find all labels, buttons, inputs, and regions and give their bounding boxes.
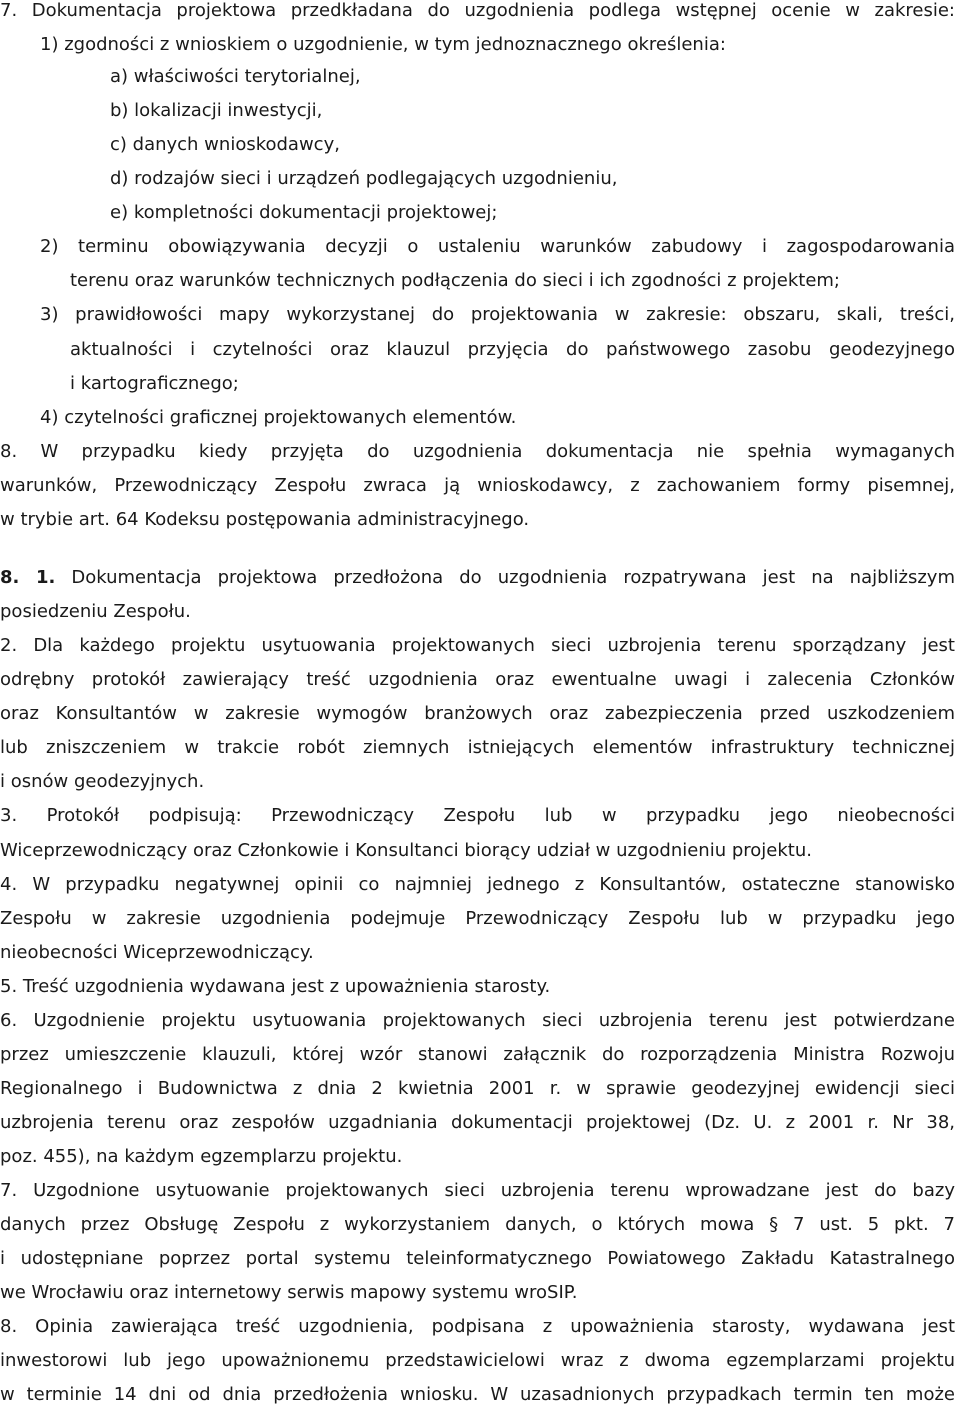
text-line: 8. W przypadku kiedy przyjęta do uzgodnienia dokumentacja nie spełnia wymaganych: [0, 441, 955, 462]
text-line: a) właściwości terytorialnej,: [110, 66, 361, 87]
text-line: Zespołu w zakresie uzgodnienia podejmuje Przewodniczący Zespołu lub w przypadku jego: [0, 908, 955, 929]
text-line: oraz Konsultantów w zakresie wymogów branżowych oraz zabezpieczenia przed uszkodzeniem: [0, 703, 955, 724]
text-line: 4) czytelności graficznej projektowanych elementów.: [40, 407, 517, 428]
text-line: uzbrojenia terenu oraz zespołów uzgadniania dokumentacji projektowej (Dz. U. z 2001 r. Nr 38,: [0, 1112, 955, 1133]
text-line: lub zniszczeniem w trakcie robót ziemnych istniejących elementów infrastruktury technicznej: [0, 737, 955, 758]
text-line: Wiceprzewodniczący oraz Członkowie i Konsultanci biorący udział w uzgodnieniu projektu.: [0, 840, 812, 861]
text-line: Regionalnego i Budownictwa z dnia 2 kwietnia 2001 r. w sprawie geodezyjnej ewidencji sieci: [0, 1078, 955, 1099]
text-line: 4. W przypadku negatywnej opinii co najmniej jednego z Konsultantów, ostateczne stanowisko: [0, 874, 955, 895]
text-line: 6. Uzgodnienie projektu usytuowania projektowanych sieci uzbrojenia terenu jest potwierdzane: [0, 1010, 955, 1031]
text-line: 1) zgodności z wnioskiem o uzgodnienie, w tym jednoznacznego określenia:: [40, 34, 726, 55]
text-line: aktualności i czytelności oraz klauzul przyjęcia do państwowego zasobu geodezyjnego: [70, 339, 955, 360]
text-line: 8. 1. Dokumentacja projektowa przedłożona do uzgodnienia rozpatrywana jest na najbliższym: [0, 567, 955, 588]
text-line: w trybie art. 64 Kodeksu postępowania administracyjnego.: [0, 509, 530, 530]
text-line: we Wrocławiu oraz internetowy serwis mapowy systemu wroSIP.: [0, 1282, 578, 1303]
text-line: terenu oraz warunków technicznych podłączenia do sieci i ich zgodności z projektem;: [70, 270, 840, 291]
text-line: 7. Dokumentacja projektowa przedkładana do uzgodnienia podlega wstępnej ocenie w zakresie:: [0, 0, 955, 21]
text-line: 5. Treść uzgodnienia wydawana jest z upoważnienia starosty.: [0, 976, 551, 997]
text-line: w terminie 14 dni od dnia przedłożenia wniosku. W uzasadnionych przypadkach termin ten może: [0, 1384, 955, 1405]
text-line: 2. Dla każdego projektu usytuowania projektowanych sieci uzbrojenia terenu sporządzany jest: [0, 635, 955, 656]
text-line: i osnów geodezyjnych.: [0, 771, 205, 792]
text-line: 3) prawidłowości mapy wykorzystanej do projektowania w zakresie: obszaru, skali, treści,: [40, 304, 955, 325]
text-line: d) rodzajów sieci i urządzeń podlegających uzgodnieniu,: [110, 168, 618, 189]
text-line: i kartograficznego;: [70, 373, 239, 394]
text-line: inwestorowi lub jego upoważnionemu przedstawicielowi wraz z dwoma egzemplarzami projektu: [0, 1350, 955, 1371]
text-line: przez umieszczenie klauzuli, której wzór stanowi załącznik do rozporządzenia Ministra Rozwoju: [0, 1044, 955, 1065]
text-line: b) lokalizacji inwestycji,: [110, 100, 323, 121]
section-number: 8. 1.: [0, 567, 56, 588]
text-line: i udostępniane poprzez portal systemu teleinformatycznego Powiatowego Zakładu Katastralnego: [0, 1248, 955, 1269]
text-line: poz. 455), na każdym egzemplarzu projektu.: [0, 1146, 403, 1167]
text-line: danych przez Obsługę Zespołu z wykorzystaniem danych, o których mowa § 7 ust. 5 pkt. 7: [0, 1214, 955, 1235]
text-line: warunków, Przewodniczący Zespołu zwraca ją wnioskodawcy, z zachowaniem formy pisemnej,: [0, 475, 955, 496]
text-line: 3. Protokół podpisują: Przewodniczący Zespołu lub w przypadku jego nieobecności: [0, 805, 955, 826]
text-line: 2) terminu obowiązywania decyzji o ustaleniu warunków zabudowy i zagospodarowania: [40, 236, 955, 257]
text-line: 7. Uzgodnione usytuowanie projektowanych sieci uzbrojenia terenu wprowadzane jest do bazy: [0, 1180, 955, 1201]
text-line: e) kompletności dokumentacji projektowej;: [110, 202, 498, 223]
text-line: odrębny protokół zawierający treść uzgodnienia oraz ewentualne uwagi i zalecenia Członków: [0, 669, 955, 690]
text-line: 8. Opinia zawierająca treść uzgodnienia, podpisana z upoważnienia starosty, wydawana jest: [0, 1316, 955, 1337]
text-line: c) danych wnioskodawcy,: [110, 134, 340, 155]
text-line: nieobecności Wiceprzewodniczący.: [0, 942, 314, 963]
text-line: posiedzeniu Zespołu.: [0, 601, 191, 622]
